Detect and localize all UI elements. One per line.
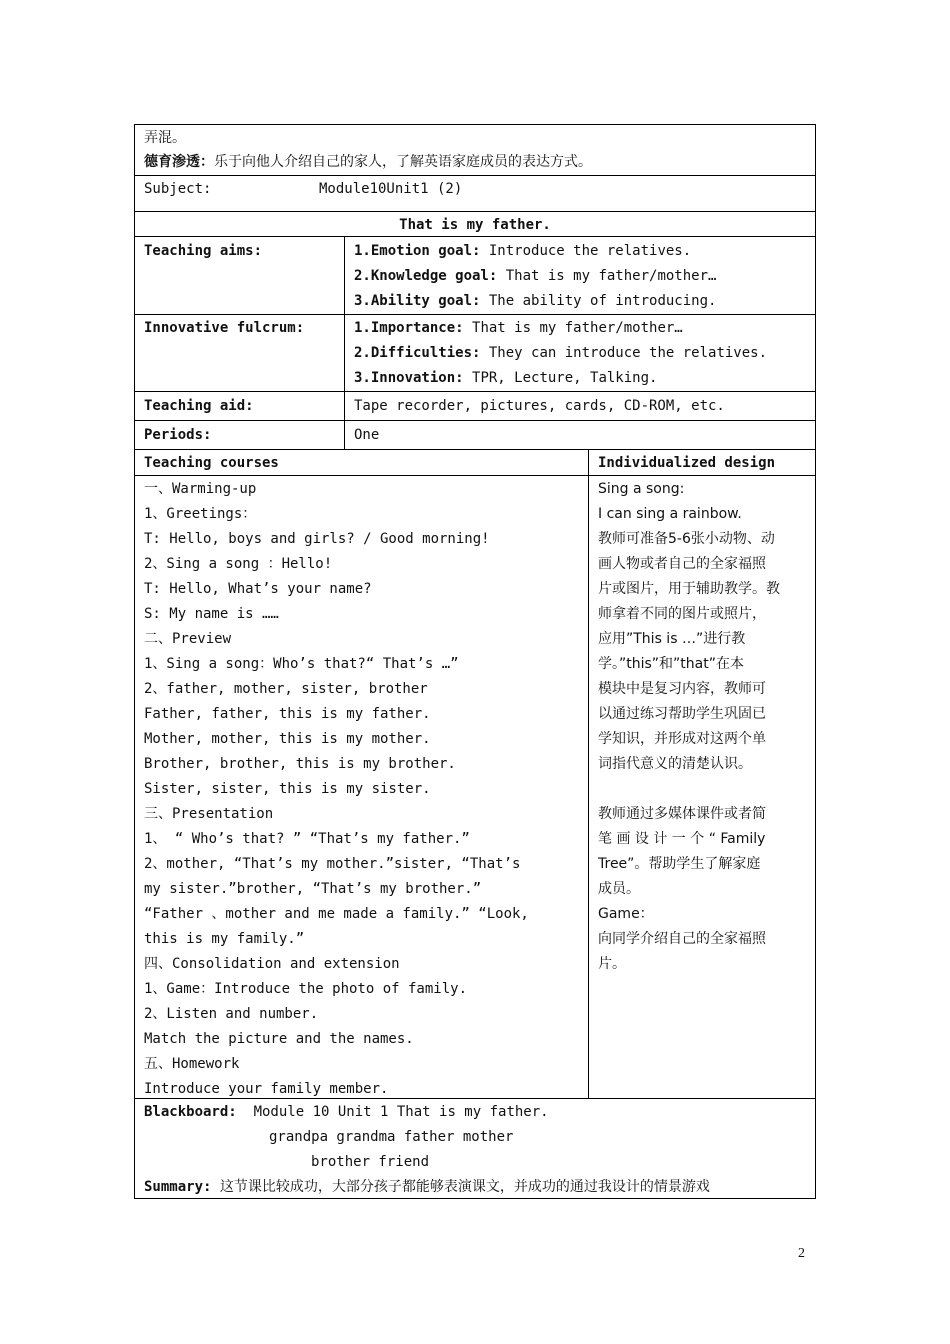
blackboard-line-3: brother friend [311,1154,430,1170]
course-line: Brother, brother, this is my brother. [144,756,456,772]
design-line: 成员。 [598,881,640,897]
aid-value: Tape recorder, pictures, cards, CD-ROM, etc. [354,398,725,414]
summary-label: Summary: [144,1179,212,1195]
design-line: 应用”This is …”进行教 [598,631,746,647]
col-divider [588,449,589,1098]
subject-value: Module10Unit1 (2) [319,181,463,197]
design-line: 词指代意义的清楚认识。 [598,756,752,772]
course-line: 1、 “ Who’s that? ” “That’s my father.” [144,831,470,847]
design-line: 以通过练习帮助学生巩固已 [598,706,766,722]
course-line: “Father 、mother and me made a family.” “Look, [144,906,529,922]
blackboard-line-2: grandpa grandma father mother [269,1129,514,1145]
course-line: 2、mother, “That’s my mother.”sister, “That’s [144,856,521,872]
design-line: 向同学介绍自己的全家福照 [598,931,766,947]
course-line: 2、Sing a song ：Hello! [144,556,333,572]
design-line: 师拿着不同的图片或照片， [598,606,766,622]
design-line: 教师通过多媒体课件或者简 [598,806,766,822]
periods-value: One [354,427,380,443]
blackboard-label: Blackboard: [144,1104,237,1120]
design-line: 学。”this”和”that”在本 [598,656,744,672]
aim-item [354,264,716,289]
aim-text: That is my father/mother… [505,268,717,284]
course-line: 四、Consolidation and extension [144,956,400,972]
fulcrum-item [354,316,683,341]
fulcrum-item [354,341,767,366]
col-divider [344,236,345,449]
fulcrum-text: That is my father/mother… [472,320,683,336]
course-line: S: My name is …… [144,606,279,622]
fulcrum-key: 3.Innovation: [354,370,464,386]
row-divider [134,449,816,450]
design-line: 学知识，并形成对这两个单 [598,731,766,747]
blackboard-line-1 [144,1100,549,1125]
design-line: 教师可准备5-6张小动物、动 [598,531,775,547]
course-line: 三、Presentation [144,806,274,822]
design-line: Tree”。帮助学生了解家庭 [598,856,761,872]
course-line: Father, father, this is my father. [144,706,431,722]
periods-label: Periods: [144,427,212,443]
row-divider [134,175,816,176]
aim-key: 3.Ability goal: [354,293,481,309]
course-line: 1、Game：Introduce the photo of family. [144,981,468,997]
aid-label: Teaching aid: [144,398,254,414]
fulcrum-text: TPR, Lecture, Talking. [472,370,658,386]
courses-header: Teaching courses [144,455,279,471]
aim-text: The ability of introducing. [488,293,717,309]
course-line: 2、father, mother, sister, brother [144,681,428,697]
moral-text: 乐于向他人介绍自己的家人，了解英语家庭成员的表达方式。 [214,154,592,170]
subject-label: Subject: [144,181,212,197]
design-line: 画人物或者自己的全家福照 [598,556,766,572]
aim-item [354,239,691,264]
course-line: Sister, sister, this is my sister. [144,781,431,797]
aim-text: Introduce the relatives. [488,243,692,259]
row-divider [134,314,816,315]
course-line: my sister.”brother, “That’s my brother.” [144,881,482,897]
design-line: 笔 画 设 计 一 个 “ Family [598,831,766,847]
page-number: 2 [798,1246,805,1261]
course-line: Introduce your family member. [144,1081,389,1097]
design-line: I can sing a rainbow. [598,506,742,522]
aim-item [354,289,716,314]
design-line: 模块中是复习内容，教师可 [598,681,766,697]
fulcrum-label: Innovative fulcrum: [144,320,305,336]
summary-line [144,1175,710,1200]
row-divider [134,211,816,212]
course-line: T: Hello, boys and girls? / Good morning! [144,531,490,547]
fulcrum-text: They can introduce the relatives. [488,345,768,361]
fulcrum-key: 1.Importance: [354,320,464,336]
design-line: Game： [598,906,654,922]
aims-label: Teaching aims: [144,243,263,259]
lesson-title: That is my father. [399,217,551,233]
blackboard-text: Module 10 Unit 1 That is my father. [253,1104,549,1120]
course-line: Mother, mother, this is my mother. [144,731,431,747]
moral-label: 德育渗透： [144,154,214,170]
course-line: this is my family.” [144,931,305,947]
fulcrum-item [354,366,657,391]
course-line: T: Hello, What’s your name? [144,581,372,597]
continuation-text: 弄混。 [144,130,186,146]
course-line: 1、Greetings： [144,506,257,522]
design-line: Sing a song: [598,481,685,497]
row-divider [134,391,816,392]
moral-education-line [144,150,592,175]
design-line: 片。 [598,956,626,972]
summary-text: 这节课比较成功，大部分孩子都能够表演课文，并成功的通过我设计的情景游戏 [219,1179,710,1195]
course-line: 一、Warming-up [144,481,257,497]
row-divider [134,420,816,421]
course-line: 二、Preview [144,631,232,647]
aim-key: 2.Knowledge goal: [354,268,498,284]
aim-key: 1.Emotion goal: [354,243,481,259]
design-header: Individualized design [598,455,776,471]
course-line: 1、Sing a song：Who’s that?“ That’s …” [144,656,459,672]
course-line: 五、Homework [144,1056,240,1072]
course-line: Match the picture and the names. [144,1031,414,1047]
fulcrum-key: 2.Difficulties: [354,345,481,361]
design-line: 片或图片，用于辅助教学。教 [598,581,780,597]
course-line: 2、Listen and number. [144,1006,319,1022]
